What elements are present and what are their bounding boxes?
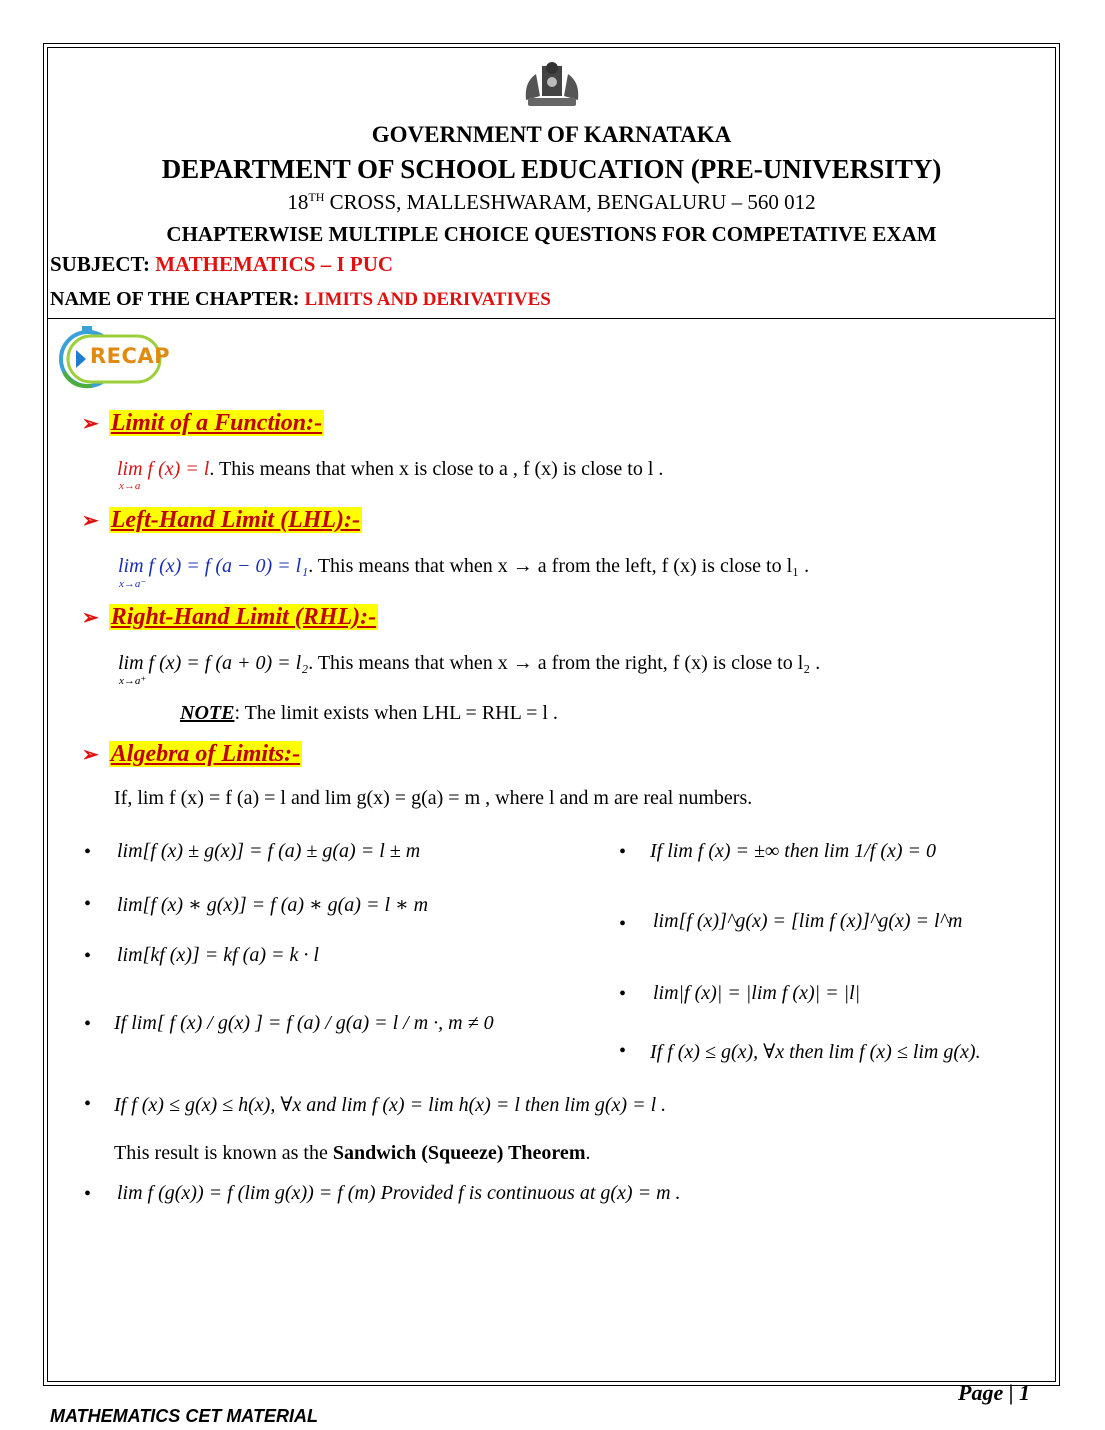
page-number: Page | 1: [958, 1380, 1031, 1405]
section-limit-heading: ➢ Limit of a Function:-: [82, 410, 323, 436]
rule-sum-difference: lim[f (x) ± g(x)] = f (a) ± g(a) = l ± m: [117, 840, 421, 862]
note-line: NOTE: The limit exists when LHL = RHL = l .: [180, 702, 558, 724]
rule-power: lim[f (x)]^g(x) = [lim f (x)]^g(x) = l^m: [653, 910, 963, 932]
bullet: •: [84, 1093, 92, 1115]
header-exam-title: CHAPTERWISE MULTIPLE CHOICE QUESTIONS FOR COMPETATIVE EXAM: [166, 222, 937, 246]
lhl-definition: lim f (x) = f (a − 0) = l₁. This means that when x → a from the left, f (x) is close to l₁ .: [118, 555, 810, 577]
bullet: •: [84, 1013, 92, 1035]
lhl-subscript: x→a⁻: [119, 578, 147, 590]
section-algebra-heading: ➢ Algebra of Limits:-: [82, 741, 301, 767]
section-rhl-heading: ➢ Right-Hand Limit (RHL):-: [82, 604, 377, 630]
bullet: •: [84, 841, 92, 863]
rule-inequality: If f (x) ≤ g(x), ∀x then lim f (x) ≤ lim g(x).: [650, 1041, 981, 1063]
header-divider: [47, 318, 1056, 319]
karnataka-emblem-icon: [518, 60, 586, 110]
header-address: 18TH CROSS, MALLESHWARAM, BENGALURU – 560 012: [287, 190, 816, 214]
header-government: GOVERNMENT OF KARNATAKA: [371, 122, 732, 147]
rule-product: lim[f (x) ∗ g(x)] = f (a) ∗ g(a) = l ∗ m: [117, 894, 429, 916]
bullet: •: [619, 913, 627, 935]
bullet: •: [619, 983, 627, 1005]
section-lhl-heading: ➢ Left-Hand Limit (LHL):-: [82, 507, 361, 533]
recap-label: RECAP: [90, 344, 171, 368]
limit-definition: lim f (x) = l. This means that when x is close to a , f (x) is close to l .: [117, 458, 664, 480]
rule-quotient: If lim[ f (x) / g(x) ] = f (a) / g(a) = l / m ·, m ≠ 0: [114, 1012, 494, 1034]
rule-infinite-limit: If lim f (x) = ±∞ then lim 1/f (x) = 0: [650, 840, 937, 862]
algebra-intro: If, lim f (x) = f (a) = l and lim g(x) = g(a) = m , where l and m are real numbers.: [114, 787, 753, 809]
limit-subscript: x→a: [119, 480, 141, 492]
squeeze-theorem-note: This result is known as the Sandwich (Squeeze) Theorem.: [114, 1142, 591, 1164]
rhl-definition: lim f (x) = f (a + 0) = l₂. This means that when x → a from the right, f (x) is close to l₂ .: [118, 652, 821, 674]
rhl-subscript: x→a⁺: [119, 675, 147, 687]
rule-absolute-value: lim|f (x)| = |lim f (x)| = |l|: [653, 982, 861, 1004]
bullet: •: [84, 1183, 92, 1205]
bullet: •: [84, 945, 92, 967]
bullet: •: [619, 841, 627, 863]
bullet: •: [84, 893, 92, 915]
subject-line: SUBJECT: MATHEMATICS – I PUC: [50, 252, 394, 276]
footer-title: MATHEMATICS CET MATERIAL: [50, 1406, 318, 1426]
header-department: DEPARTMENT OF SCHOOL EDUCATION (PRE-UNIVERSITY): [161, 154, 942, 184]
bullet: •: [619, 1040, 627, 1062]
chapter-line: NAME OF THE CHAPTER: LIMITS AND DERIVATIVES: [50, 288, 551, 310]
rule-composition: lim f (g(x)) = f (lim g(x)) = f (m) Provided f is continuous at g(x) = m .: [117, 1182, 681, 1204]
rule-squeeze: If f (x) ≤ g(x) ≤ h(x), ∀x and lim f (x) = lim h(x) = l then lim g(x) = l .: [114, 1094, 667, 1116]
rule-scalar-multiple: lim[kf (x)] = kf (a) = k · l: [117, 944, 319, 966]
